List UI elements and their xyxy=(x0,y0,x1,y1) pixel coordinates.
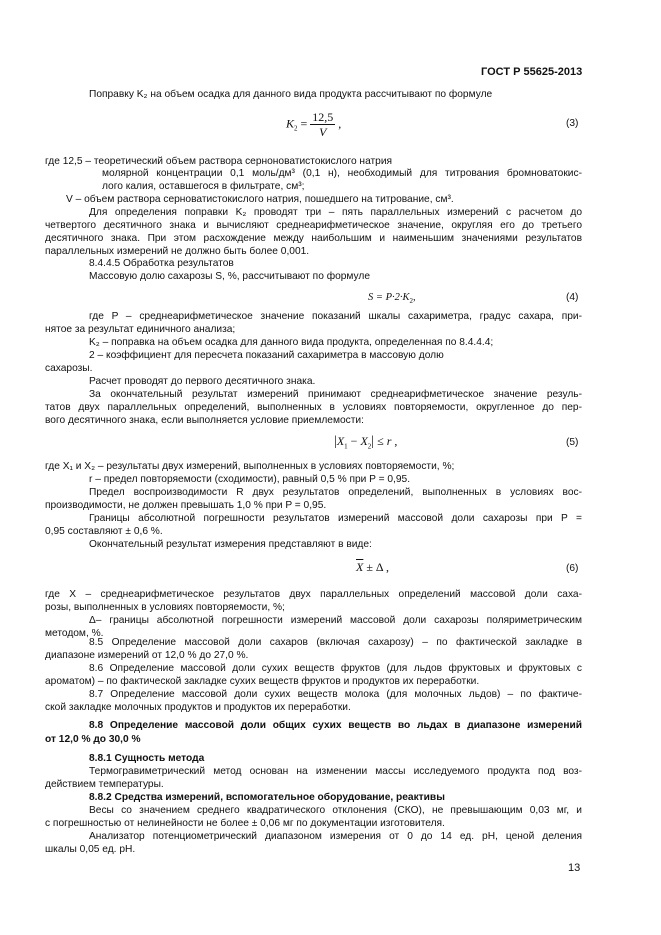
text-line: действием температуры. xyxy=(45,779,164,790)
text-line: K₂ – поправка на объем осадка для данного вида продукта, определенная по 8.4.4.4; xyxy=(89,337,494,348)
section-heading: 8.8.1 Сущность метода xyxy=(89,753,205,764)
text-line: где X – среднеарифметическое результатов двух параллельных определений массовой доли саха- xyxy=(45,589,582,600)
text-line: ской закладке молочных продуктов и продуктов их переработки. xyxy=(45,702,351,713)
text-line: Массовую долю сахарозы S, %, рассчитывают по формуле xyxy=(89,271,371,282)
text-line: где 12,5 – теоретический объем раствора серноноватистокислого натрия xyxy=(45,156,393,167)
text-line: Поправку K₂ на объем осадка для данного вида продукта рассчитывают по формуле xyxy=(89,89,493,100)
page-header: ГОСТ Р 55625-2013 xyxy=(481,66,583,78)
text-line: четвертого десятичного знака и вычисляют среднеарифметическое значение, округляя его до третьего xyxy=(45,220,582,231)
formula-4: $S = P\cdot 2\cdot K_2$, xyxy=(368,292,416,306)
section-heading: от 12,0 % до 30,0 % xyxy=(45,734,141,745)
text-line: лого калия, оставшегося в фильтрате, см³; xyxy=(102,181,305,192)
formula-3: $K_2$ = $\frac{12,5}{V}$ , xyxy=(286,110,342,139)
text-line: шкалы 0,05 ед. рН. xyxy=(45,844,136,855)
equation-number: (4) xyxy=(566,292,579,303)
text-line: За окончательный результат измерений принимают среднеарифметическое значение резуль- xyxy=(89,389,582,400)
text-line: вого десятичного знака, если выполняется условие приемлемости: xyxy=(45,415,364,426)
text-line: 8.6 Определение массовой доли сухих веществ фруктов (для льдов фруктовых и фруктовых с xyxy=(89,663,582,674)
text-line: с погрешностью от нелинейности не более ± 0,06 мг по документации изготовителя. xyxy=(45,818,445,829)
equation-number: (6) xyxy=(566,563,579,574)
text-line: производимости, не должен превышать 1,0 % при P = 0,95. xyxy=(45,500,327,511)
text-line: Предел воспроизводимости R двух результатов определений, выполненных в условиях вос- xyxy=(89,487,582,498)
text-line: Окончательный результат измерения представляют в виде: xyxy=(89,539,372,550)
section-heading: 8.4.4.5 Обработка результатов xyxy=(89,258,234,269)
text-line: 2 – коэффициент для пересчета показаний сахариметра в массовую долю xyxy=(89,350,444,361)
text-line: методом, %. xyxy=(45,628,104,639)
text-line: десятичного знака. При этом расхождение между наибольшим и наименьшим значениями результатов xyxy=(45,233,582,244)
text-line: Весы со значением среднего квадратического отклонения (СКО), не превышающим 0,03 мг, и xyxy=(89,805,582,816)
text-line: где X₁ и X₂ – результаты двух измерений, выполненных в условиях повторяемости, %; xyxy=(45,461,455,472)
text-line: нятое за результат единичного анализа; xyxy=(45,324,236,335)
section-heading: 8.8.2 Средства измерений, вспомогательное оборудование, реактивы xyxy=(89,792,445,803)
formula-5: $|X_1 - X_2| \le r$ , xyxy=(334,434,398,451)
formula-6: $\overline{X} \pm \Delta$ , xyxy=(356,560,389,574)
page-number: 13 xyxy=(568,862,581,874)
text-line: розы, выполненных в условиях повторяемости, %; xyxy=(45,602,285,613)
text-line: Анализатор потенциометрический диапазоном измерения от 0 до 14 ед. рН, ценой деления xyxy=(89,831,582,842)
text-line: Границы абсолютной погрешности результатов измерений массовой доли сахарозы при P = xyxy=(89,513,582,524)
equation-number: (3) xyxy=(566,118,579,129)
text-line: Расчет проводят до первого десятичного знака. xyxy=(89,376,316,387)
equation-number: (5) xyxy=(566,437,579,448)
text-line: ароматом) – по фактической закладке сухих веществ фруктов и продуктов их переработки. xyxy=(45,676,480,687)
text-line: татов двух параллельных определений, выполненных в условиях повторяемости, округленное до пер- xyxy=(45,402,582,413)
text-line: 8.7 Определение массовой доли сухих веществ молока (для молочных льдов) – по фактиче- xyxy=(89,689,582,700)
text-line: диапазоне измерений от 12,0 % до 27,0 %. xyxy=(45,650,249,661)
text-line: молярной концентрации 0,1 моль/дм³ (0,1 н), необходимый для титрования бромноватокис- xyxy=(102,168,582,179)
text-line: Δ– границы абсолютной погрешности измерений массовой доли сахарозы поляриметрическим xyxy=(89,615,582,626)
text-line: V – объем раствора серноватистокислого натрия, пошедшего на титрование, см³. xyxy=(66,194,454,205)
text-line: 0,95 составляют ± 0,6 %. xyxy=(45,526,163,537)
text-line: параллельных измерений не должно быть более 0,001. xyxy=(45,246,310,257)
text-line: Термогравиметрический метод основан на изменении массы исследуемого продукта под воз- xyxy=(89,766,582,777)
text-line: r – предел повторяемости (сходимости), равный 0,5 % при P = 0,95. xyxy=(89,474,411,485)
text-line: сахарозы. xyxy=(45,363,93,374)
text-line: Для определения поправки K₂ проводят три – пять параллельных измерений с расчетом до xyxy=(89,207,582,218)
text-line: 8.5 Определение массовой доли сахаров (включая сахарозу) – по фактической закладке в xyxy=(89,637,582,648)
section-heading: 8.8 Определение массовой доли общих сухих веществ во льдах в диапазоне измерений xyxy=(89,720,582,731)
text-line: где P – среднеарифметическое значение показаний шкалы сахариметра, градус сахара, при- xyxy=(89,311,582,322)
